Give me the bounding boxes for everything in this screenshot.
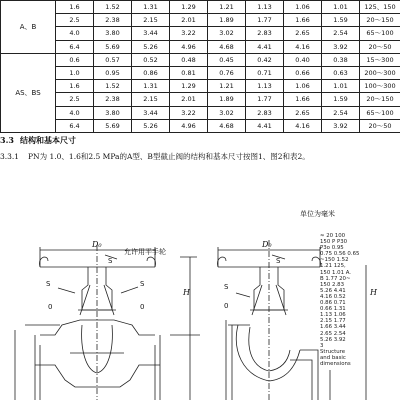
left-h-label: H (183, 288, 190, 297)
table-cell: 4.96 (170, 119, 208, 132)
table-row (1, 40, 400, 53)
group-cell: AS、BS (1, 53, 56, 132)
stray-text-line: 5.26 4.41 (320, 287, 346, 294)
table-cell: 15～300 (360, 53, 400, 66)
table-cell: 0.57 (94, 53, 132, 66)
section-heading (0, 135, 400, 146)
table-cell: 2.15 (132, 14, 170, 27)
table-body (1, 1, 400, 133)
table-row (1, 66, 400, 79)
left-s-label-b: S (140, 280, 145, 288)
right-s-label: S (224, 283, 229, 291)
table-cell: 3.44 (132, 106, 170, 119)
table-cell: 125、150 (360, 1, 400, 14)
stray-text-line: B 1.77 20~ (320, 275, 351, 282)
table-cell: 2.15 (132, 93, 170, 106)
table-cell: 0.95 (94, 66, 132, 79)
stray-text-column (320, 233, 398, 367)
section-paragraph (0, 151, 400, 162)
table-cell: 3.92 (322, 119, 360, 132)
table-cell: 1.31 (132, 1, 170, 14)
table-cell: 0.6 (56, 53, 94, 66)
table-cell: 0.71 (246, 66, 284, 79)
table-cell: 2.5 (56, 93, 94, 106)
stray-text-line: 150 P P30 (320, 239, 348, 246)
table-cell: 5.69 (94, 40, 132, 53)
table-cell: 4.0 (56, 106, 94, 119)
table-cell: 1.6 (56, 1, 94, 14)
stray-text-line: Structure (320, 348, 346, 355)
table-cell: 4.68 (208, 119, 246, 132)
table-cell: 3.22 (170, 106, 208, 119)
table-cell: 1.06 (284, 80, 322, 93)
right-h-label: H (370, 288, 377, 297)
table-cell: 20～50 (360, 40, 400, 53)
table-cell: 1.52 (94, 1, 132, 14)
table-cell: 3.80 (94, 27, 132, 40)
stray-text-line: 150 2.83 (320, 281, 345, 288)
table-cell: 2.65 (284, 27, 322, 40)
table-cell: 4.68 (208, 40, 246, 53)
table-cell: 1.13 (246, 1, 284, 14)
table-cell: 20～50 (360, 119, 400, 132)
right-o-label: 0 (224, 302, 229, 310)
table-cell: 1.66 (284, 93, 322, 106)
paragraph-number: 3.3.1 (0, 152, 20, 161)
pressure-rating-table (0, 0, 400, 133)
stray-text-line: dimensions (320, 360, 351, 367)
left-o-label-b: 0 (140, 303, 145, 311)
group-cell: A、B (1, 1, 56, 54)
stray-text-line: 4.16 0.52 (320, 293, 346, 300)
stray-text-line: 2.15 1.77 (320, 318, 346, 325)
table-cell: 1.89 (208, 93, 246, 106)
table-cell: 20～150 (360, 93, 400, 106)
table-cell: 1.6 (56, 80, 94, 93)
stray-text-line: ≈ 20 100 (320, 233, 346, 239)
table-cell: 2.01 (170, 14, 208, 27)
table-cell: 1.77 (246, 14, 284, 27)
table-cell: 1.21 (208, 80, 246, 93)
table-cell: 1.21 (208, 1, 246, 14)
table-cell: 3.02 (208, 106, 246, 119)
table-cell: 0.40 (284, 53, 322, 66)
table-cell: 1.01 (322, 80, 360, 93)
left-d0-label: D₀ (92, 240, 102, 249)
table-cell: 4.41 (246, 119, 284, 132)
table-cell: 3.80 (94, 106, 132, 119)
table-cell: 0.63 (322, 66, 360, 79)
table-cell: 0.52 (132, 53, 170, 66)
stray-text-line: 5.26 3.92 (320, 336, 346, 343)
table-cell: 1.29 (170, 80, 208, 93)
table-cell: 5.69 (94, 119, 132, 132)
table-cell: 4.16 (284, 40, 322, 53)
stray-text-line: 2.65 2.54 (320, 330, 346, 337)
table-cell: 5.26 (132, 40, 170, 53)
table-cell: 3.02 (208, 27, 246, 40)
table-cell: 1.52 (94, 80, 132, 93)
paragraph-text: PN为 1.0、1.6和2.5 MPa的A型、B型截止阀的结构和基本尺寸按图1、图2和表2。 (28, 152, 310, 161)
units-label: 单位为毫米 (300, 210, 335, 218)
table-cell: 0.76 (208, 66, 246, 79)
table-cell: 2.65 (284, 106, 322, 119)
table-cell: 5.26 (132, 119, 170, 132)
table-cell: 1.59 (322, 93, 360, 106)
table-cell: 1.01 (322, 1, 360, 14)
table-row (1, 93, 400, 106)
stray-text-line: 1.13 1.06 (320, 312, 346, 319)
table-row (1, 53, 400, 66)
table-row (1, 27, 400, 40)
table-cell: 100～300 (360, 80, 400, 93)
table-cell: 4.0 (56, 27, 94, 40)
stray-text-line: P3o 0.95 (320, 245, 344, 252)
table-cell: 2.54 (322, 106, 360, 119)
table-cell: 20～150 (360, 14, 400, 27)
stray-text-line: 0.86 0.71 (320, 300, 346, 307)
table-cell: 0.48 (170, 53, 208, 66)
table-cell: 4.96 (170, 40, 208, 53)
table-cell: 65～100 (360, 106, 400, 119)
table-cell: 2.83 (246, 27, 284, 40)
table-cell: 2.54 (322, 27, 360, 40)
table-cell: 4.41 (246, 40, 284, 53)
table-cell: 6.4 (56, 40, 94, 53)
table-cell: 2.01 (170, 93, 208, 106)
section-title: 结构和基本尺寸 (20, 135, 76, 145)
table-cell: 0.86 (132, 66, 170, 79)
left-s-top-label: S (108, 257, 113, 265)
table-cell: 1.13 (246, 80, 284, 93)
stray-text-line: 3 (320, 342, 324, 349)
left-valve-drawing (15, 245, 200, 400)
table-cell: 2.5 (56, 14, 94, 27)
table-cell: 3.22 (170, 27, 208, 40)
table-cell: 3.92 (322, 40, 360, 53)
table-cell: 1.06 (284, 1, 322, 14)
table-cell: 200～300 (360, 66, 400, 79)
table-row (1, 80, 400, 93)
table-row (1, 106, 400, 119)
left-o-label-a: 0 (48, 303, 53, 311)
stray-text-line: 0.66 1.31 (320, 306, 346, 313)
table-cell: 1.77 (246, 93, 284, 106)
stray-text-line: 1.66 3.44 (320, 324, 346, 331)
table-cell: 6.4 (56, 119, 94, 132)
table-row (1, 119, 400, 132)
table-row (1, 1, 400, 14)
left-s-label-a: S (46, 280, 51, 288)
stray-text-line: 1.21 125, (320, 263, 346, 270)
table-cell: 1.31 (132, 80, 170, 93)
right-s-top-label: S (276, 257, 281, 265)
table-cell: 1.0 (56, 66, 94, 79)
stray-text-line: 0.75 0.56 0.65 (320, 251, 360, 258)
table-row (1, 14, 400, 27)
handwheel-note: 允许用平手轮 (124, 248, 166, 256)
table-cell: 0.45 (208, 53, 246, 66)
table-cell: 0.81 (170, 66, 208, 79)
table-cell: 1.89 (208, 14, 246, 27)
stray-text-line: ~150 1.52 (320, 257, 349, 264)
table-cell: 2.38 (94, 93, 132, 106)
table-cell: 2.38 (94, 14, 132, 27)
table-cell: 1.29 (170, 1, 208, 14)
table-cell: 0.42 (246, 53, 284, 66)
table-cell: 0.38 (322, 53, 360, 66)
table-cell: 1.59 (322, 14, 360, 27)
table-cell: 3.44 (132, 27, 170, 40)
stray-text-line: and basic (320, 354, 346, 361)
table-cell: 4.16 (284, 119, 322, 132)
right-d0-label: D₀ (262, 240, 272, 249)
stray-text-line: 150 1.01 A. (320, 269, 352, 276)
table-cell: 0.66 (284, 66, 322, 79)
table-cell: 2.83 (246, 106, 284, 119)
section-number: 3.3 (0, 135, 14, 145)
table-cell: 1.66 (284, 14, 322, 27)
table-cell: 65～100 (360, 27, 400, 40)
